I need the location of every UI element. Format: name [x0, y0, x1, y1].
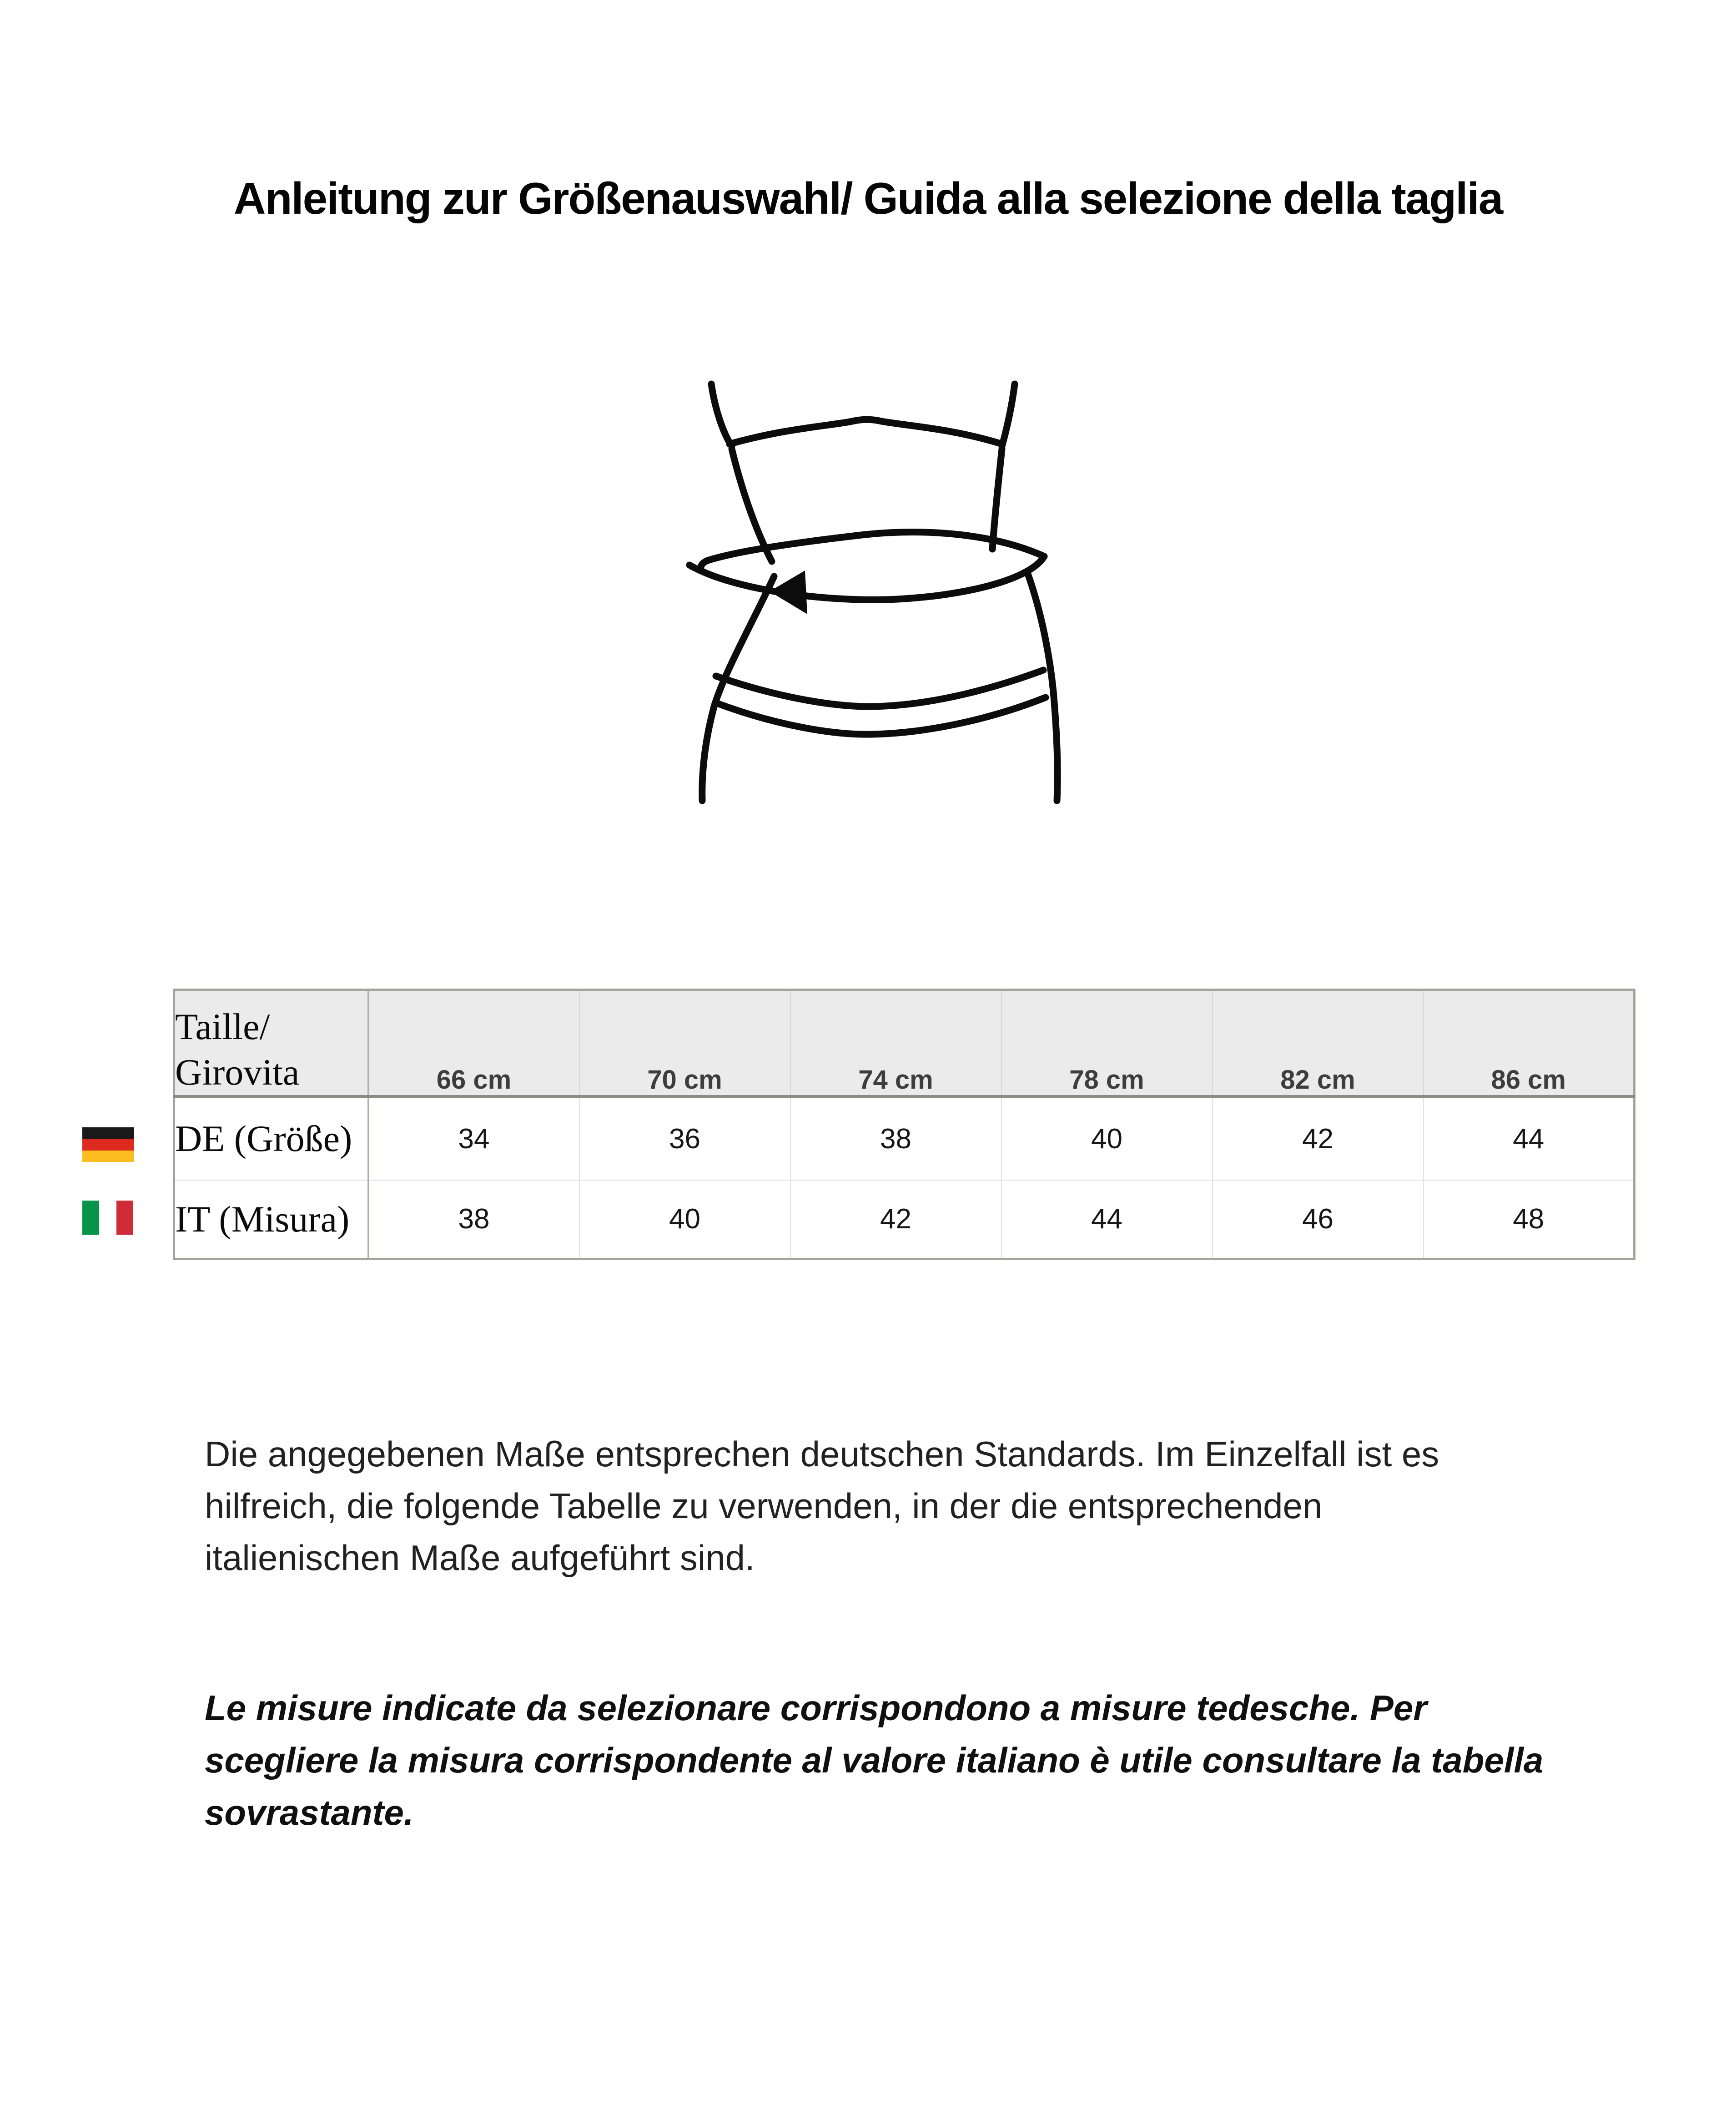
italy-flag-green-stripe: [82, 1201, 99, 1235]
column-header-74cm: 74 cm: [790, 990, 1001, 1097]
page-title: Anleitung zur Größenauswahl/ Guida alla selezione della taglia: [233, 173, 1503, 223]
column-header-82cm: 82 cm: [1213, 990, 1424, 1097]
de-value-70: 36: [579, 1097, 790, 1180]
italian-note-line-2: scegliere la misura corrispondente al valore italiano è utile consultare la tabella: [205, 1740, 1544, 1780]
italian-note-line-1: Le misure indicate da selezionare corrispondono a misure tedesche. Per: [205, 1688, 1427, 1728]
waist-header-line1: Taille/: [175, 1006, 270, 1047]
de-row-label: DE (Größe): [174, 1097, 368, 1180]
de-value-78: 40: [1001, 1097, 1213, 1180]
right-hip-line: [1027, 571, 1057, 801]
germany-flag-red-stripe: [82, 1139, 134, 1150]
column-header-66cm: 66 cm: [368, 990, 579, 1097]
bodice-top-line: [730, 419, 1002, 444]
tape-bottom-arc: [689, 556, 1044, 600]
table-header-row: [174, 990, 1635, 1097]
it-value-82: 46: [1213, 1180, 1424, 1259]
waist-header-line2: Girovita: [175, 1051, 300, 1093]
germany-flag-black-stripe: [82, 1127, 134, 1139]
de-value-66: 34: [368, 1097, 579, 1180]
it-value-86: 48: [1424, 1180, 1635, 1259]
german-note-paragraph: [205, 1428, 1439, 1584]
column-header-86cm: 86 cm: [1424, 990, 1635, 1097]
table-row-de: [174, 1097, 1635, 1180]
it-value-66: 38: [368, 1180, 579, 1259]
german-note-line-1: Die angegebenen Maße entsprechen deutschen Standards. Im Einzelfall ist es: [205, 1434, 1439, 1474]
germany-flag-icon: [82, 1127, 134, 1162]
column-header-70cm: 70 cm: [579, 990, 790, 1097]
it-row-label: IT (Misura): [174, 1180, 368, 1259]
hip-band-upper-line: [716, 670, 1043, 707]
column-header-78cm: 78 cm: [1001, 990, 1213, 1097]
waist-illustration-svg: [679, 378, 1075, 805]
it-value-78: 44: [1001, 1180, 1213, 1259]
italy-flag-icon: [82, 1201, 133, 1235]
size-conversion-table: [173, 989, 1635, 1260]
italian-note-line-3: sovrastante.: [205, 1792, 414, 1832]
de-value-74: 38: [790, 1097, 1001, 1180]
right-torso-line: [992, 449, 1002, 549]
it-value-74: 42: [790, 1180, 1001, 1259]
german-note-line-2: hilfreich, die folgende Tabelle zu verwenden, in der die entsprechenden: [205, 1486, 1323, 1526]
it-value-70: 40: [579, 1180, 790, 1259]
right-strap-line: [1002, 384, 1015, 446]
de-value-82: 42: [1213, 1097, 1424, 1180]
germany-flag-gold-stripe: [82, 1151, 134, 1162]
waist-illustration: [679, 378, 1075, 805]
table-row-it: [174, 1180, 1635, 1259]
italian-note-paragraph: [205, 1682, 1543, 1839]
de-value-86: 44: [1424, 1097, 1635, 1180]
italy-flag-white-stripe: [99, 1201, 116, 1235]
italy-flag-red-stripe: [116, 1201, 133, 1235]
left-strap-line: [711, 384, 732, 446]
german-note-line-3: italienischen Maße aufgeführt sind.: [205, 1538, 755, 1578]
waist-header-cell: [174, 990, 368, 1097]
